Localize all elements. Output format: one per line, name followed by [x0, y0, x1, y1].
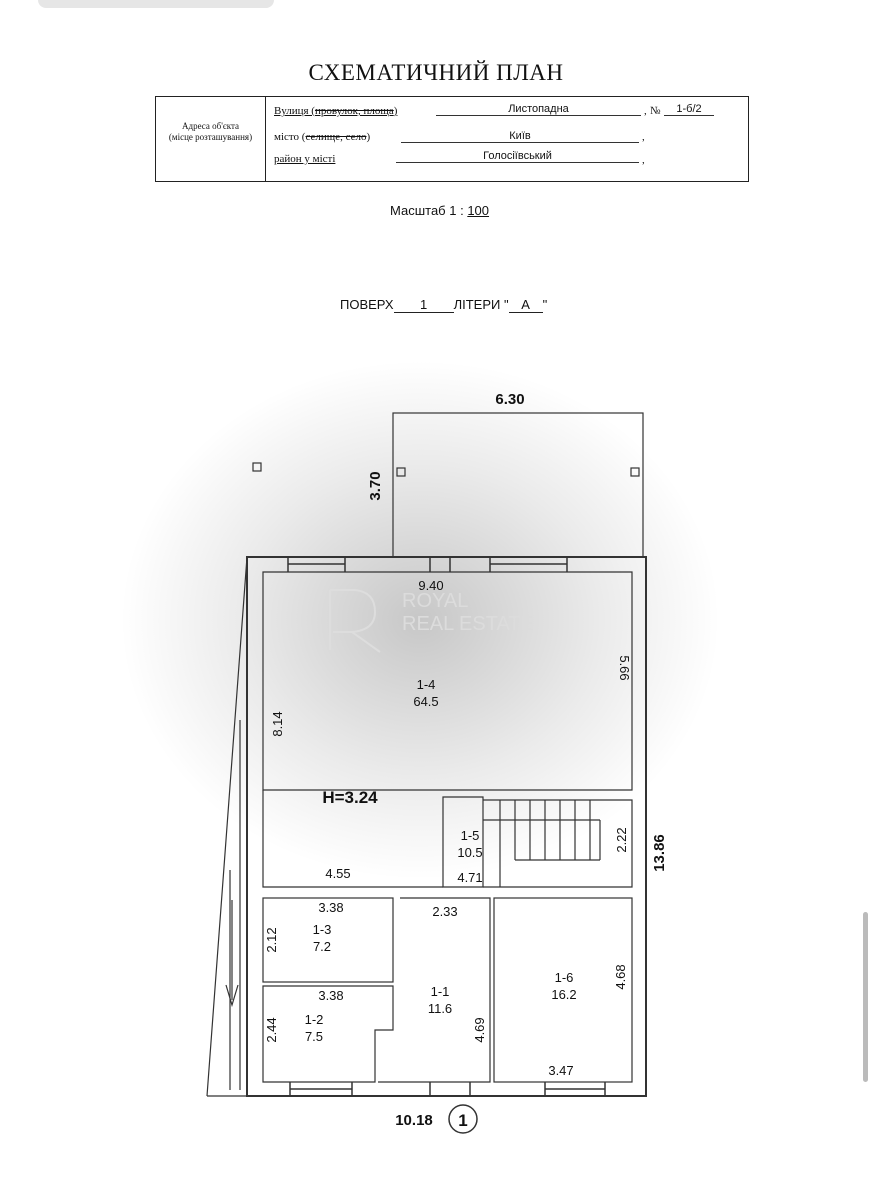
room-1-3-area: 7.2 — [312, 939, 332, 954]
district-value: Голосіївський — [396, 150, 639, 163]
dim-top-width: 6.30 — [495, 391, 525, 408]
bottom-windows — [290, 1082, 605, 1096]
city-label-struck: селище, село — [305, 131, 367, 143]
axis-label: 1 — [458, 1111, 468, 1130]
room-1-1-id: 1-1 — [430, 984, 450, 999]
room-1-6-area: 16.2 — [551, 987, 577, 1002]
dim-stair-right: 2.22 — [614, 827, 629, 853]
room-1-2-area: 7.5 — [304, 1029, 324, 1044]
litera-label: ЛІТЕРИ " — [453, 297, 509, 312]
room-1-2-id: 1-2 — [304, 1012, 324, 1027]
dim-main-width: 9.40 — [418, 578, 444, 593]
street-label-struck: провулок, площа — [314, 105, 394, 117]
dim-right-upper: 5.66 — [617, 655, 632, 681]
street-label-suffix: ) — [393, 105, 398, 117]
room-1-6-id: 1-6 — [554, 970, 574, 985]
dim-r13-height: 2.12 — [264, 927, 279, 953]
floor-value: 1 — [394, 297, 454, 313]
dim-total-width: 10.18 — [395, 1112, 433, 1129]
dim-left-height: 8.14 — [270, 711, 285, 737]
street-no-label: № — [650, 105, 661, 117]
city-comma: , — [642, 131, 645, 143]
litera-close: " — [542, 297, 548, 312]
watermark-line-2: REAL ESTATE — [402, 613, 534, 635]
street-label: Вулиця ( — [274, 105, 315, 117]
dim-r16-height: 4.68 — [613, 964, 628, 990]
room-1-4-id: 1-4 — [416, 677, 436, 692]
street-no-value: 1-б/2 — [664, 103, 714, 116]
dim-corridor-width: 2.33 — [432, 904, 458, 919]
address-label: Адреса об'єкта — [181, 121, 239, 131]
dim-r11-height: 4.69 — [472, 1017, 487, 1043]
district-label: район у місті — [274, 153, 336, 165]
dim-r12-width: 3.38 — [318, 988, 344, 1003]
watermark-text — [402, 590, 534, 636]
district-comma: , — [642, 154, 645, 166]
litera-value: А — [509, 297, 543, 313]
room-1-1-area: 11.6 — [427, 1001, 453, 1016]
ceiling-height: H=3.24 — [322, 788, 378, 807]
dim-r13-width: 3.38 — [318, 900, 344, 915]
room-1-5-id: 1-5 — [460, 828, 480, 843]
room-1-5-area: 10.5 — [457, 845, 483, 860]
floor-label: ПОВЕРХ — [340, 297, 394, 312]
scale-label: Масштаб 1 : — [390, 203, 464, 218]
dim-stair-width: 4.71 — [457, 870, 483, 885]
dim-r16-width: 3.47 — [548, 1063, 574, 1078]
arrow-down-icon — [226, 900, 238, 1005]
street-no-comma: , — [644, 105, 647, 117]
dim-r12-height: 2.44 — [264, 1017, 279, 1043]
city-label-suffix: ) — [366, 131, 371, 143]
street-value: Листопадна — [436, 103, 641, 116]
document-title: СХЕМАТИЧНИЙ ПЛАН — [308, 60, 564, 85]
dim-bottom-left: 4.55 — [325, 866, 351, 881]
city-value: Київ — [401, 130, 639, 143]
address-sublabel: (місце розташування) — [168, 132, 253, 142]
room-1-3-id: 1-3 — [312, 922, 332, 937]
scrollbar[interactable] — [863, 912, 868, 1082]
city-label: місто ( — [274, 131, 306, 143]
scale-value: 100 — [467, 203, 490, 218]
dim-top-height: 3.70 — [367, 471, 384, 501]
dim-total-height: 13.86 — [651, 834, 668, 872]
watermark-line-1: ROYAL — [402, 590, 469, 612]
room-1-4-area: 64.5 — [413, 694, 439, 709]
